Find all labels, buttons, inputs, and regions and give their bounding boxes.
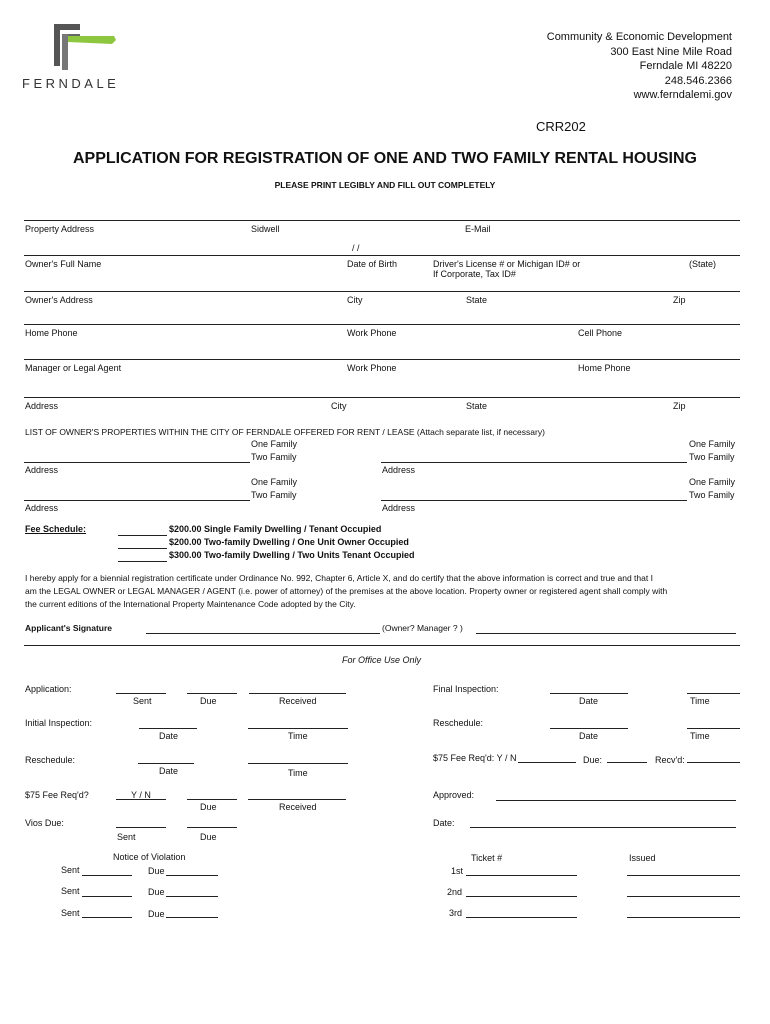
form-fill-line[interactable]: [116, 693, 166, 694]
app-sent: Sent: [133, 696, 152, 706]
form-fill-line[interactable]: [627, 917, 740, 918]
declaration-text: I hereby apply for a biennial registration certificate under Ordinance No. 992, Chapter 6, Article X, and do certify that the above information is correct and true and that I am the LEGAL OWNER or LEGAL MANAGER / AGENT (i.e. power of attorney) of the premises at the above location. Property owner or registered agent shall comply with the current editions of the International Property Maintenance Code adopted by the City.: [25, 573, 668, 609]
notice-sent-2: Sent: [61, 886, 80, 896]
form-fill-line[interactable]: [24, 324, 740, 325]
form-fill-line[interactable]: [248, 763, 348, 764]
final-date: Date: [579, 696, 599, 706]
ticket-1st: 1st: [451, 866, 464, 876]
zip-label: Zip: [673, 295, 686, 305]
form-fill-line[interactable]: [187, 693, 237, 694]
city-state-zip: Ferndale MI 48220: [639, 60, 732, 72]
notice-label: Notice of Violation: [113, 852, 186, 862]
approved-label: Approved:: [433, 790, 475, 800]
property-address-4: Address: [382, 503, 416, 513]
yn-label: Y / N: [131, 790, 151, 800]
phone-number: 248.546.2366: [664, 74, 732, 87]
notice-due-2: Due: [148, 887, 165, 897]
state-paren-label: (State): [689, 259, 717, 269]
notice-sent-3: Sent: [61, 908, 80, 918]
final-inspection-label: Final Inspection:: [433, 684, 499, 694]
form-fill-line[interactable]: [187, 827, 237, 828]
form-fill-line[interactable]: [138, 763, 194, 764]
office-heading: For Office Use Only: [342, 655, 422, 665]
resched-left-date: Date: [159, 766, 179, 776]
form-fill-line[interactable]: [248, 799, 346, 800]
form-fill-line[interactable]: [24, 397, 740, 398]
fee-due: Due: [200, 802, 217, 812]
state2-label: State: [466, 401, 488, 411]
form-fill-line[interactable]: [550, 728, 628, 729]
fee-item-1: $200.00 Single Family Dwelling / Tenant Occupied: [169, 524, 382, 534]
fee-schedule-label: Fee Schedule:: [25, 524, 87, 534]
manager-label: Manager or Legal Agent: [25, 363, 122, 373]
fee-due-label: Due:: [583, 755, 603, 765]
form-fill-line[interactable]: [470, 827, 736, 828]
form-fill-line[interactable]: [607, 762, 647, 763]
two-family-2: Two Family: [689, 452, 735, 462]
app-due: Due: [200, 696, 217, 706]
ticket-2nd: 2nd: [447, 887, 463, 897]
date-colon-label: Date:: [433, 818, 455, 828]
dob-slashes: / /: [352, 243, 360, 253]
form-fill-line[interactable]: [118, 535, 167, 536]
form-fill-line[interactable]: [550, 693, 628, 694]
property-address-3: Address: [25, 503, 59, 513]
two-family-3: Two Family: [251, 490, 297, 500]
date-of-birth-label: Date of Birth: [347, 259, 398, 269]
form-fill-line[interactable]: [24, 500, 250, 501]
cell-phone-label: Cell Phone: [578, 328, 623, 338]
property-address-2: Address: [382, 465, 416, 475]
zip2-label: Zip: [673, 401, 686, 411]
one-family-2: One Family: [689, 439, 736, 449]
form-fill-line[interactable]: [627, 896, 740, 897]
form-fill-line[interactable]: [476, 633, 736, 634]
page-title: APPLICATION FOR REGISTRATION OF ONE AND TWO FAMILY RENTAL HOUSING: [72, 150, 697, 167]
form-fill-line[interactable]: [687, 693, 740, 694]
address-label: Address: [25, 401, 59, 411]
initial-date: Date: [159, 731, 179, 741]
form-fill-line[interactable]: [381, 500, 687, 501]
sidwell-label: Sidwell: [251, 224, 280, 234]
signature-label: Applicant's Signature: [25, 623, 113, 633]
initial-time: Time: [288, 731, 308, 741]
street-address: 300 East Nine Mile Road: [610, 45, 732, 58]
application-label: Application:: [25, 684, 72, 694]
form-fill-line[interactable]: [166, 896, 218, 897]
form-fill-line[interactable]: [24, 645, 740, 646]
form-fill-line[interactable]: [381, 462, 687, 463]
notice-sent-1: Sent: [61, 865, 80, 875]
form-fill-line[interactable]: [118, 561, 167, 562]
fee-received: Received: [279, 802, 317, 812]
reschedule-right-label: Reschedule:: [433, 718, 484, 728]
form-fill-line[interactable]: [687, 728, 740, 729]
form-fill-line[interactable]: [118, 548, 167, 549]
form-fill-line[interactable]: [24, 291, 740, 292]
form-fill-line[interactable]: [249, 693, 346, 694]
properties-heading: LIST OF OWNER'S PROPERTIES WITHIN THE CITY OF FERNDALE OFFERED FOR RENT / LEASE (Attach separate list, if necessary): [25, 427, 545, 437]
reschedule-left-label: Reschedule:: [25, 755, 76, 765]
form-fill-line[interactable]: [24, 462, 250, 463]
form-fill-line[interactable]: [82, 917, 132, 918]
ticket-label: Ticket #: [471, 853, 503, 863]
form-fill-line[interactable]: [496, 800, 736, 801]
property-address-label: Property Address: [25, 224, 95, 234]
resched-right-time: Time: [690, 731, 710, 741]
notice-due-1: Due: [148, 866, 165, 876]
form-code: CRR202: [536, 119, 586, 134]
fee-item-2: $200.00 Two-family Dwelling / One Unit Owner Occupied: [169, 537, 409, 547]
form-fill-line[interactable]: [687, 762, 740, 763]
vios-sent: Sent: [117, 832, 136, 842]
logo-text: FERNDALE: [22, 76, 120, 91]
dept-name: Community & Economic Development: [546, 31, 732, 43]
owners-address-label: Owner's Address: [25, 295, 93, 305]
notice-due-3: Due: [148, 909, 165, 919]
fee-item-3: $300.00 Two-family Dwelling / Two Units Tenant Occupied: [169, 550, 415, 560]
vios-due-label: Vios Due:: [25, 818, 64, 828]
form-fill-line[interactable]: [518, 762, 576, 763]
form-fill-line[interactable]: [627, 875, 740, 876]
fee-reqd-label: $75 Fee Req'd?: [25, 790, 89, 800]
one-family-4: One Family: [689, 477, 736, 487]
ticket-3rd: 3rd: [449, 908, 463, 918]
resched-right-date: Date: [579, 731, 599, 741]
header-contact: [547, 30, 732, 103]
final-time: Time: [690, 696, 710, 706]
signature-line[interactable]: [146, 633, 380, 634]
form-fill-line[interactable]: [466, 917, 577, 918]
state-label: State: [466, 295, 488, 305]
form-fill-line[interactable]: [166, 917, 218, 918]
form-fill-line[interactable]: [24, 220, 740, 221]
form-fill-line[interactable]: [187, 799, 237, 800]
signature-role: (Owner? Manager ? ): [382, 623, 463, 633]
app-received: Received: [279, 696, 317, 706]
email-label: E-Mail: [465, 224, 491, 234]
one-family-1: One Family: [251, 439, 298, 449]
city2-label: City: [331, 401, 347, 411]
form-fill-line[interactable]: [248, 728, 348, 729]
two-family-4: Two Family: [689, 490, 735, 500]
work-phone-label: Work Phone: [347, 328, 397, 338]
initial-inspection-label: Initial Inspection:: [25, 718, 93, 728]
form-fill-line[interactable]: [166, 875, 218, 876]
resched-left-time: Time: [288, 768, 308, 778]
home-phone-label: Home Phone: [25, 328, 78, 338]
vios-due: Due: [200, 832, 217, 842]
drivers-license-label: Driver's License # or Michigan ID# or If Corporate, Tax ID#: [433, 259, 581, 279]
manager-home-phone-label: Home Phone: [578, 363, 631, 373]
form-fill-line[interactable]: [139, 728, 197, 729]
issued-label: Issued: [629, 853, 656, 863]
two-family-1: Two Family: [251, 452, 297, 462]
manager-work-phone-label: Work Phone: [347, 363, 397, 373]
logo-mark-icon: [22, 22, 137, 70]
ferndale-logo: [22, 22, 137, 92]
subtitle: PLEASE PRINT LEGIBLY AND FILL OUT COMPLETELY: [274, 180, 496, 190]
form-fill-line[interactable]: [82, 896, 132, 897]
one-family-3: One Family: [251, 477, 298, 487]
form-fill-line[interactable]: [466, 875, 577, 876]
form-fill-line[interactable]: [116, 827, 166, 828]
fee-recvd-label: Recv'd:: [655, 755, 685, 765]
property-address-1: Address: [25, 465, 59, 475]
fee-reqd-yn-label: $75 Fee Req'd: Y / N: [433, 753, 517, 763]
website: www.ferndalemi.gov: [633, 89, 732, 101]
form-fill-line[interactable]: [466, 896, 577, 897]
owners-full-name-label: Owner's Full Name: [25, 259, 102, 269]
form-fill-line[interactable]: [82, 875, 132, 876]
form-fill-line[interactable]: [24, 359, 740, 360]
city-label: City: [347, 295, 363, 305]
form-fill-line[interactable]: [24, 255, 740, 256]
